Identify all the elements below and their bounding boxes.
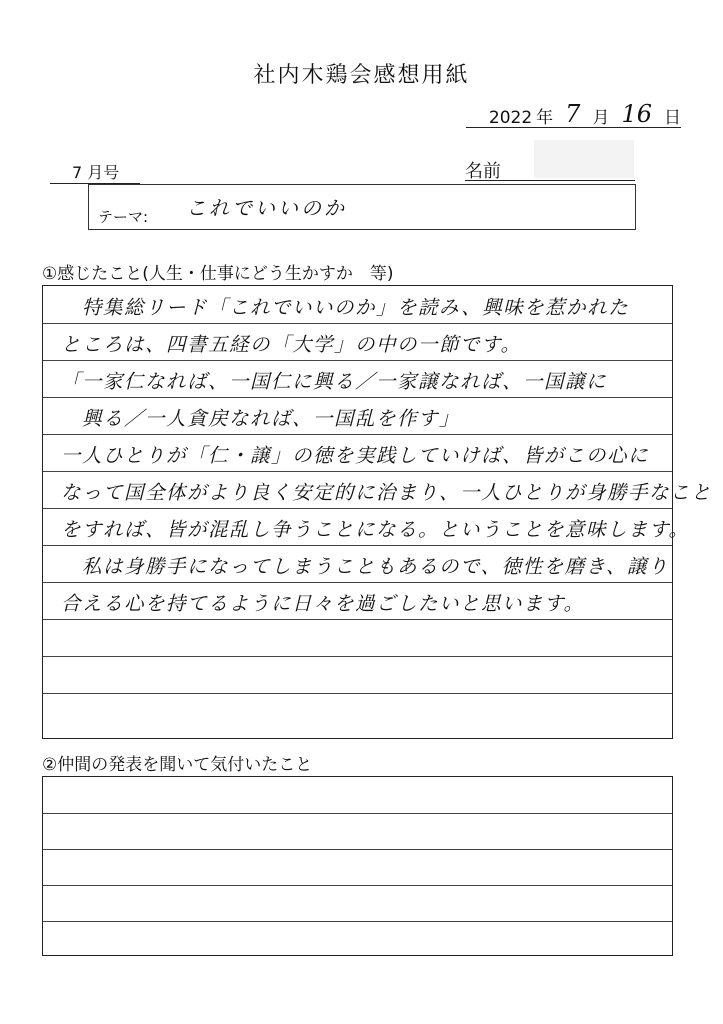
- date-field: [489, 100, 681, 128]
- section2-answer-box: [42, 776, 673, 956]
- section1-answer-box: [42, 285, 713, 739]
- handwritten-line: 私は身勝手になってしまうこともあるので、徳性を磨き、譲り: [61, 555, 669, 578]
- section2-title: ②仲間の発表を聞いて気付いたこと: [42, 755, 313, 775]
- ruled-line: [43, 693, 672, 694]
- handwritten-line: なって国全体がより良く安定的に治まり、一人ひとりが身勝手なこと: [61, 481, 713, 504]
- ruled-line: [43, 323, 672, 324]
- ruled-line: [43, 471, 672, 472]
- theme-value: これでいいのか: [186, 196, 347, 220]
- ruled-line: [43, 545, 672, 546]
- handwritten-line: ところは、四書五経の「大学」の中の一節です。: [61, 333, 522, 356]
- ruled-line: [43, 434, 672, 435]
- ruled-line: [43, 885, 672, 886]
- ruled-line: [43, 813, 672, 814]
- name-redacted-box: [534, 140, 634, 178]
- date-underline: [466, 127, 681, 128]
- issue-label: 7 月号: [50, 160, 140, 184]
- ruled-line: [43, 849, 672, 850]
- handwritten-line: 「一家仁なれば、一国仁に興る／一家譲なれば、一国譲に: [61, 370, 608, 393]
- ruled-line: [43, 921, 672, 922]
- name-label: 名前: [465, 161, 501, 182]
- handwritten-line: 興る／一人貪戻なれば、一国乱を作す」: [61, 407, 461, 430]
- handwritten-line: 特集総リード「これでいいのか」を読み、興味を惹かれた: [61, 296, 630, 319]
- date-day: 16: [621, 100, 652, 128]
- theme-label: テーマ:: [98, 208, 149, 226]
- ruled-line: [43, 656, 672, 657]
- handwritten-line: 合える心を持てるように日々を過ごしたいと思います。: [61, 592, 585, 615]
- ruled-line: [43, 360, 672, 361]
- date-month-unit: 月: [592, 108, 610, 128]
- section1-title: ①感じたこと(人生・仕事にどう生かすか 等): [42, 264, 394, 284]
- theme-box: [88, 184, 636, 230]
- ruled-line: [43, 582, 672, 583]
- date-year-unit: 年: [536, 108, 554, 128]
- handwritten-line: 一人ひとりが「仁・譲」の徳を実践していけば、皆がこの心に: [61, 444, 650, 467]
- ruled-line: [43, 619, 672, 620]
- form-title: 社内木鶏会感想用紙: [253, 63, 470, 88]
- name-underline: [465, 180, 635, 181]
- ruled-line: [43, 397, 672, 398]
- date-day-unit: 日: [664, 108, 681, 128]
- date-month: 7: [565, 100, 581, 128]
- ruled-line: [43, 508, 672, 509]
- handwritten-line: をすれば、皆が混乱し争うことになる。ということを意味します。: [61, 518, 690, 541]
- date-year: 2022: [488, 108, 533, 128]
